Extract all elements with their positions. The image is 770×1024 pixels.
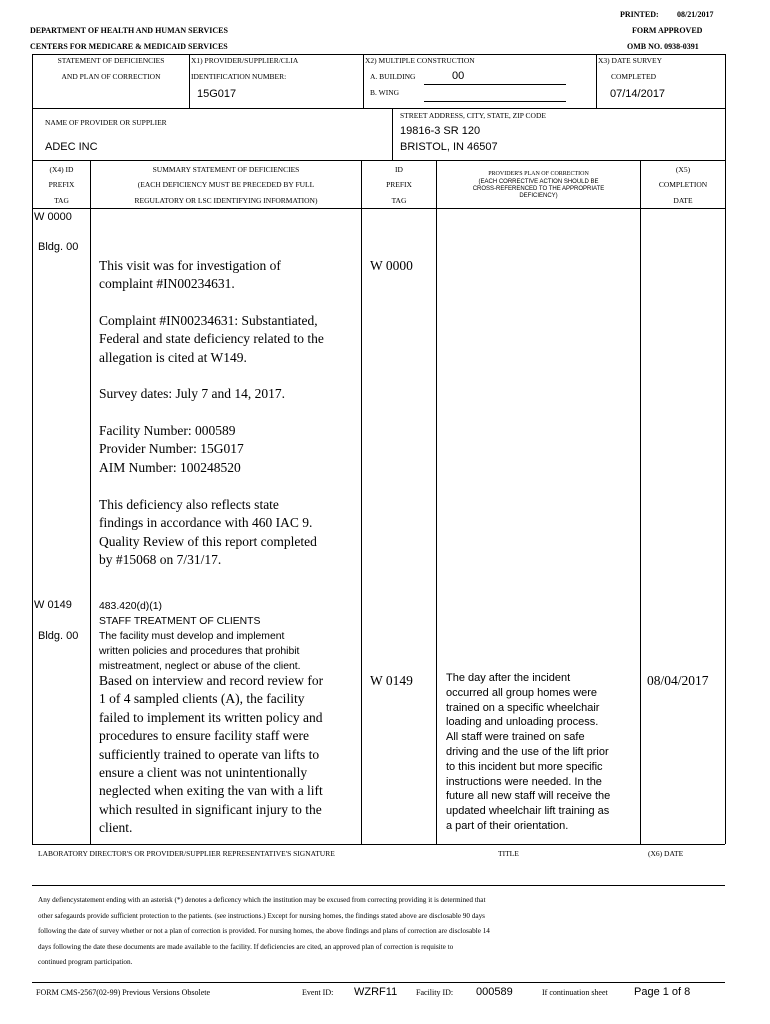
x5-header-2: COMPLETION [658,180,708,189]
printed-label: PRINTED: [620,10,659,19]
address-line-2: BRISTOL, IN 46507 [400,141,498,153]
x3-value: 07/14/2017 [610,88,666,100]
x4-header-3: TAG [54,196,69,205]
finding-facility-numbers: Facility Number: 000589 Provider Number: 15G017 AIM Number: 100248520 [99,423,244,475]
address-label: STREET ADDRESS, CITY, STATE, ZIP CODE [400,111,546,120]
rule-signature-bottom [32,885,725,886]
page-number: Page 1 of 8 [634,986,691,998]
rule-v-x1 [189,54,190,108]
title-label: TITLE [498,849,519,858]
building-value: 00 [452,70,465,82]
summary-header-1: SUMMARY STATEMENT OF DEFICIENCIES [152,165,300,174]
finding-w0149: Based on interview and record review for 1 of 4 sampled clients (A), the facility failed to implement its written policy and procedures to ensure facility staff were sufficiently trained to operate van lifts to ensure a client was not unintentionally neglected when exiting the van with a lift which resulted in significant injury to the client. [99,673,324,836]
rule-top [32,54,725,55]
rule-v-tag [90,160,91,844]
rule-boxes-bottom [32,108,725,109]
x1-label-2: IDENTIFICATION NUMBER: [191,72,287,81]
id-tag-w0000: W 0000 [370,258,413,273]
x5-header-1: (X5) [675,165,691,174]
finding-state-findings: This deficiency also reflects state findings in accordance with 460 IAC 9. Quality Review of this report completed by #15068 on 7/31/17. [99,497,317,568]
tag-w0000: W 0000 [34,211,72,223]
finding-survey-dates: Survey dates: July 7 and 14, 2017. [99,386,285,401]
facility-id-value: 000589 [476,986,513,998]
rule-v-plan [640,160,641,844]
tag-w0149: W 0149 [34,599,72,611]
form-id: FORM CMS-2567(02-99) Previous Versions Obsolete [36,988,211,997]
rule-v-id [436,160,437,844]
wing-underline [424,101,566,102]
plan-of-correction: The day after the incident occurred all group homes were trained on a specific wheelchair loading and unloading process. All staff were trained on safe driving and the use of the lift prior to this incident but more specific instructions were needed. In the future all new staff will receive the updated wheelchair lift training as a part of their orientation. [446,672,611,832]
facility-id-label: Facility ID: [416,988,454,997]
id-header-1: ID [395,165,403,174]
plan-header-4: DEFICIENCY) [519,193,558,199]
rule-right [725,54,726,844]
bldg-1: Bldg. 00 [38,241,79,253]
plan-header-3: CROSS-REFERENCED TO THE APPROPRIATE [472,186,605,192]
statement-label-1: STATEMENT OF DEFICIENCIES [57,56,165,65]
agency-line-1: DEPARTMENT OF HEALTH AND HUMAN SERVICES [30,26,228,35]
rule-v-x3 [596,54,597,108]
id-header-2: PREFIX [386,180,412,189]
x6-date-label: (X6) DATE [648,849,684,858]
printed-date: 08/21/2017 [677,10,714,19]
x4-header-2: PREFIX [48,180,75,189]
summary-header-3: REGULATORY OR LSC IDENTIFYING INFORMATION) [134,196,318,205]
completion-date: 08/04/2017 [647,673,709,688]
x5-header-3: DATE [673,196,693,205]
event-id-label: Event ID: [302,988,334,997]
plan-header-1: PROVIDER'S PLAN OF CORRECTION [488,171,589,177]
bldg-2: Bldg. 00 [38,630,79,642]
provider-name-value: ADEC INC [45,141,98,153]
provider-name-label: NAME OF PROVIDER OR SUPPLIER [45,118,167,127]
rule-v-x2 [363,54,364,108]
form-approved: FORM APPROVED [632,26,703,35]
address-line-1: 19816-3 SR 120 [400,125,481,137]
rule-v-summary [361,160,362,844]
rule-provider-bottom [32,160,725,161]
statement-label-2: AND PLAN OF CORRECTION [61,72,161,81]
plan-header-2: (EACH CORRECTIVE ACTION SHOULD BE [478,179,599,185]
x2-label: X2) MULTIPLE CONSTRUCTION [365,56,475,65]
finding-complaint: Complaint #IN00234631: Substantiated, Federal and state deficiency related to the allegation is cited at W149. [99,313,324,365]
x4-header-1: (X4) ID [49,165,74,174]
agency-line-2: CENTERS FOR MEDICARE & MEDICAID SERVICES [30,42,228,51]
finding-intro: This visit was for investigation of complaint #IN00234631. [99,258,281,292]
x1-label-1: X1) PROVIDER/SUPPLIER/CLIA [191,56,299,65]
disclaimer-text: Any defiencystatement ending with an asterisk (*) denotes a deficency which the institution may be excused from correcting providing it is determined that other safegaurds provide sufficient protection to the patients. (see instructions.) Except for nursing homes, the findings stated above are disclosable 90 days following the date of survey whether or not a plan of correction is provided. For nursing homes, the above findings and plans of correction are disclosable 14 days following the date these documents are made available to the facility. If deficiencies are cited, an approved plan of correction is requisite to continued program participation. [38,896,490,967]
x3-label-1: X3) DATE SURVEY [598,56,662,65]
regulation-text: 483.420(d)(1) STAFF TREATMENT OF CLIENTS The facility must develop and implement written policies and procedures that prohibit mistreatment, neglect or abuse of the client. [99,601,301,673]
omb-number: OMB NO. 0938-0391 [627,42,699,51]
wing-label: B. WING [370,88,400,97]
id-header-3: TAG [391,196,407,205]
rule-table-bottom [32,844,725,845]
event-id-value: WZRF11 [354,986,398,998]
building-underline [424,84,566,85]
x1-value: 15G017 [197,88,237,100]
rule-header-bottom [32,208,725,209]
rule-v-address [392,108,393,160]
x3-label-2: COMPLETED [611,72,656,81]
summary-header-2: (EACH DEFICIENCY MUST BE PRECEDED BY FULL [137,180,315,189]
continuation-label: If continuation sheet [542,988,608,997]
building-label: A. BUILDING [370,72,416,81]
director-signature-label: LABORATORY DIRECTOR'S OR PROVIDER/SUPPLIER REPRESENTATIVE'S SIGNATURE [38,849,335,858]
rule-footer-top [32,982,725,983]
id-tag-w0149: W 0149 [370,673,413,688]
